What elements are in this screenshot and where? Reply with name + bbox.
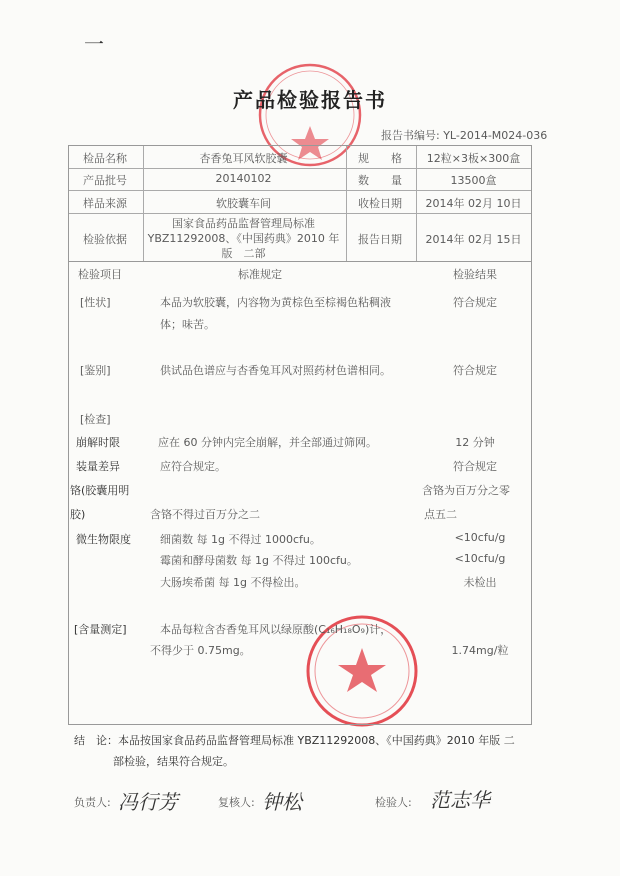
row-item: 装量差异 xyxy=(76,460,120,473)
row-result: <10cfu/g xyxy=(454,552,506,565)
row-item: [鉴别] xyxy=(80,364,111,377)
qty-label: 数 量 xyxy=(358,174,402,187)
row-result: <10cfu/g xyxy=(454,531,506,544)
col-result-header: 检验结果 xyxy=(453,268,497,281)
source-value: 软胶囊车间 xyxy=(216,197,271,210)
report-date-label: 报告日期 xyxy=(358,233,402,246)
row-result: 12 分钟 xyxy=(455,436,495,449)
source-label: 样品来源 xyxy=(83,197,127,210)
batch-value: 20140102 xyxy=(215,172,272,185)
row-item: [检查] xyxy=(80,413,111,426)
report-number: 报告书编号: YL-2014-M024-036 xyxy=(381,129,548,142)
row-standard: 应在 60 分钟内完全崩解，并全部通过筛网。 xyxy=(158,436,377,449)
col-standard-header: 标准规定 xyxy=(238,268,282,281)
row-result: 符合规定 xyxy=(453,296,497,309)
row-result: 1.74mg/粒 xyxy=(451,644,509,657)
inspector-signature: 范志华 xyxy=(430,788,490,812)
row-standard: 细菌数 每 1g 不得过 1000cfu。 xyxy=(160,533,321,546)
report-date-value: 2014年 02月 15日 xyxy=(425,233,522,246)
row-standard: 霉菌和酵母菌数 每 1g 不得过 100cfu。 xyxy=(160,554,358,567)
row-item: 崩解时限 xyxy=(76,436,120,449)
spec-label: 规 格 xyxy=(358,152,402,165)
responsible-label: 负责人: xyxy=(74,796,111,809)
row-standard: 不得少于 0.75mg。 xyxy=(150,644,251,657)
conclusion-line-1: 结 论：本品按国家食品药品监督管理局标准 YBZ11292008、《中国药典》2010 年版 二 xyxy=(74,734,515,747)
qty-value: 13500盒 xyxy=(450,174,497,187)
reviewer-label: 复核人: xyxy=(218,796,255,809)
basis-line-1: 国家食品药品监督管理局标准 xyxy=(172,217,315,230)
row-result: 符合规定 xyxy=(453,460,497,473)
row-standard: 本品每粒含杏香兔耳风以绿原酸(C₁₆H₁₈O₉)计， xyxy=(160,623,392,636)
inspector-label: 检验人: xyxy=(375,796,412,809)
row-standard: 体；味苦。 xyxy=(160,318,215,331)
recv-date-label: 收检日期 xyxy=(358,197,402,210)
responsible-signature: 冯行芳 xyxy=(118,790,178,814)
batch-label: 产品批号 xyxy=(83,174,127,187)
row-item: 胶) xyxy=(70,508,86,521)
name-value: 杏香兔耳风软胶囊 xyxy=(199,152,288,165)
name-label: 检品名称 xyxy=(83,152,127,165)
row-standard: 应符合规定。 xyxy=(160,460,226,473)
row-item: 铬(胶囊用明 xyxy=(70,484,130,497)
row-result: 含铬为百万分之零 xyxy=(422,484,510,497)
handwritten-mark: 一 xyxy=(84,32,104,56)
row-standard: 大肠埃希菌 每 1g 不得检出。 xyxy=(160,576,306,589)
basis-line-3: 版 二部 xyxy=(221,247,266,260)
row-result: 点五二 xyxy=(424,508,457,521)
page-title: 产品检验报告书 xyxy=(233,88,387,112)
recv-date-value: 2014年 02月 10日 xyxy=(425,197,522,210)
row-standard: 本品为软胶囊，内容物为黄棕色至棕褐色粘稠液 xyxy=(160,296,391,309)
row-item: [性状] xyxy=(80,296,111,309)
row-result: 未检出 xyxy=(463,576,497,589)
basis-line-2: YBZ11292008、《中国药典》2010 年 xyxy=(147,232,340,245)
row-item: [含量测定] xyxy=(74,623,127,636)
row-standard: 供试品色谱应与杏香兔耳风对照药材色谱相同。 xyxy=(160,364,391,377)
spec-value: 12粒×3板×300盒 xyxy=(426,152,521,165)
reviewer-signature: 钟松 xyxy=(262,790,302,814)
row-result: 符合规定 xyxy=(453,364,497,377)
row-standard: 含铬不得过百万分之二 xyxy=(150,508,260,521)
conclusion-line-2: 部检验，结果符合规定。 xyxy=(113,755,234,768)
basis-label: 检验依据 xyxy=(83,233,127,246)
row-item: 微生物限度 xyxy=(76,533,131,546)
col-item-header: 检验项目 xyxy=(78,268,122,281)
